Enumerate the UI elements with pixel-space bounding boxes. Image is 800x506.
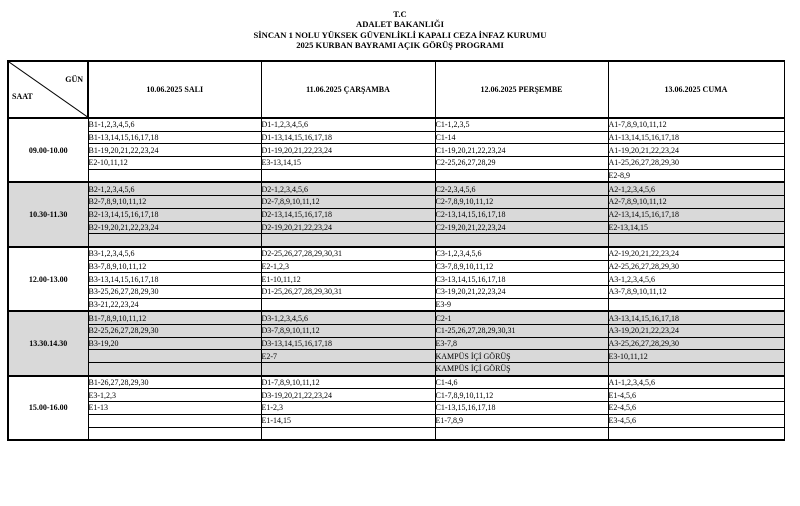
schedule-cell <box>261 363 435 376</box>
schedule-cell: B2-25,26,27,28,29,30 <box>88 325 261 338</box>
time-slot-label: 09.00-10.00 <box>8 118 88 182</box>
schedule-cell: B3-25,26,27,28,29,30 <box>88 285 261 298</box>
header-line-1: T.C <box>393 9 407 19</box>
schedule-cell: C2-2,3,4,5,6 <box>435 182 608 195</box>
schedule-cell: E2-1,2,3 <box>261 260 435 273</box>
schedule-cell: E3-10,11,12 <box>608 350 784 363</box>
table-row <box>8 350 784 363</box>
schedule-cell: A1-1,2,3,4,5,6 <box>608 376 784 389</box>
table-row <box>8 144 784 157</box>
schedule-cell: B3-21,22,23,24 <box>88 298 261 311</box>
schedule-cell: E2-8,9 <box>608 169 784 182</box>
schedule-cell: B2-1,2,3,4,5,6 <box>88 182 261 195</box>
table-row <box>8 402 784 415</box>
schedule-cell: E2-13,14,15 <box>608 221 784 234</box>
table-row <box>8 389 784 402</box>
schedule-cell: E3-4,5,6 <box>608 414 784 427</box>
schedule-cell: A1-25,26,27,28,29,30 <box>608 157 784 170</box>
schedule-cell: D2-19,20,21,22,23,24 <box>261 221 435 234</box>
schedule-cell: C2-7,8,9,10,11,12 <box>435 196 608 209</box>
schedule-cell: C1-25,26,27,28,29,30,31 <box>435 325 608 338</box>
schedule-cell: A3-7,8,9,10,11,12 <box>608 285 784 298</box>
schedule-cell <box>435 234 608 247</box>
table-row <box>8 325 784 338</box>
schedule-cell <box>261 427 435 440</box>
schedule-cell: A2-19,20,21,22,23,24 <box>608 247 784 260</box>
schedule-cell: E2-4,5,6 <box>608 402 784 415</box>
schedule-cell <box>261 234 435 247</box>
header-line-4: 2025 KURBAN BAYRAMI AÇIK GÖRÜŞ PROGRAMI <box>296 40 504 51</box>
schedule-cell: B1-26,27,28,29,30 <box>88 376 261 389</box>
schedule-cell: A2-1,2,3,4,5,6 <box>608 182 784 195</box>
time-slot-group <box>8 376 784 440</box>
schedule-cell <box>435 169 608 182</box>
table-row <box>8 157 784 170</box>
schedule-cell <box>88 414 261 427</box>
schedule-cell: D2-7,8,9,10,11,12 <box>261 196 435 209</box>
time-slot-label: 12.00-13.00 <box>8 247 88 311</box>
day-header: 11.06.2025 ÇARŞAMBA <box>261 61 435 118</box>
table-row <box>8 208 784 221</box>
schedule-cell: A2-25,26,27,28,29,30 <box>608 260 784 273</box>
time-slot-group <box>8 182 784 246</box>
schedule-cell: E3-7,8 <box>435 337 608 350</box>
table-header-row <box>8 61 784 118</box>
schedule-cell: D3-7,8,9,10,11,12 <box>261 325 435 338</box>
table-row <box>8 247 784 260</box>
schedule-cell <box>261 298 435 311</box>
corner-cell <box>8 61 88 118</box>
table-row <box>8 337 784 350</box>
table-row <box>8 169 784 182</box>
schedule-cell: D1-19,20,21,22,23,24 <box>261 144 435 157</box>
time-slot-group <box>8 118 784 182</box>
schedule-cell: E3-13,14,15 <box>261 157 435 170</box>
schedule-cell: E1-13 <box>88 402 261 415</box>
schedule-cell: A3-19,20,21,22,23,24 <box>608 325 784 338</box>
schedule-cell <box>608 234 784 247</box>
schedule-cell: B3-19,20 <box>88 337 261 350</box>
schedule-cell <box>88 427 261 440</box>
schedule-cell: B2-19,20,21,22,23,24 <box>88 221 261 234</box>
schedule-cell: A3-25,26,27,28,29,30 <box>608 337 784 350</box>
table-row <box>8 427 784 440</box>
schedule-cell: A1-7,8,9,10,11,12 <box>608 118 784 131</box>
schedule-cell <box>88 234 261 247</box>
table-row <box>8 221 784 234</box>
diagonal-divider <box>9 62 89 118</box>
schedule-cell: C2-1 <box>435 311 608 324</box>
table-row <box>8 414 784 427</box>
schedule-cell: E1-10,11,12 <box>261 273 435 286</box>
schedule-cell: B3-13,14,15,16,17,18 <box>88 273 261 286</box>
table-row <box>8 260 784 273</box>
schedule-cell: E1-2,3 <box>261 402 435 415</box>
schedule-cell: D2-13,14,15,16,17,18 <box>261 208 435 221</box>
table-row <box>8 234 784 247</box>
schedule-cell: C2-19,20,21,22,23,24 <box>435 221 608 234</box>
schedule-cell: B3-1,2,3,4,5,6 <box>88 247 261 260</box>
schedule-cell: E2-10,11,12 <box>88 157 261 170</box>
header-line-3: SİNCAN 1 NOLU YÜKSEK GÜVENLİKLİ KAPALI CEZA İNFAZ KURUMU <box>253 29 547 40</box>
table-row <box>8 298 784 311</box>
schedule-cell: D3-1,2,3,4,5,6 <box>261 311 435 324</box>
schedule-cell <box>88 363 261 376</box>
schedule-cell: D2-1,2,3,4,5,6 <box>261 182 435 195</box>
schedule-cell: E3-9 <box>435 298 608 311</box>
schedule-cell <box>608 427 784 440</box>
schedule-cell: C1-1,2,3,5 <box>435 118 608 131</box>
schedule-cell: C3-19,20,21,22,23,24 <box>435 285 608 298</box>
corner-day-label: GÜN <box>65 75 83 84</box>
schedule-cell: KAMPÜS İÇİ GÖRÜŞ <box>435 363 608 376</box>
table-row <box>8 273 784 286</box>
schedule-cell: B1-7,8,9,10,11,12 <box>88 311 261 324</box>
schedule-cell: A3-13,14,15,16,17,18 <box>608 311 784 324</box>
day-header: 10.06.2025 SALI <box>88 61 261 118</box>
schedule-cell: KAMPÜS İÇİ GÖRÜŞ <box>435 350 608 363</box>
header-line-2: ADALET BAKANLIĞI <box>356 19 444 30</box>
document-header <box>0 0 800 51</box>
schedule-cell: B2-13,14,15,16,17,18 <box>88 208 261 221</box>
table-row <box>8 363 784 376</box>
schedule-cell: C1-4,6 <box>435 376 608 389</box>
schedule-cell: D3-19,20,21,22,23,24 <box>261 389 435 402</box>
schedule-cell: E1-4,5,6 <box>608 389 784 402</box>
schedule-cell <box>88 350 261 363</box>
schedule-cell: C2-13,14,15,16,17,18 <box>435 208 608 221</box>
schedule-cell: C2-25,26,27,28,29 <box>435 157 608 170</box>
time-slot-label: 13.30.14.30 <box>8 311 88 375</box>
schedule-cell: C3-13,14,15,16,17,18 <box>435 273 608 286</box>
table-row <box>8 182 784 195</box>
table-row <box>8 376 784 389</box>
schedule-cell: B3-7,8,9,10,11,12 <box>88 260 261 273</box>
time-slot-label: 10.30-11.30 <box>8 182 88 246</box>
schedule-cell: B1-1,2,3,4,5,6 <box>88 118 261 131</box>
table-row <box>8 311 784 324</box>
schedule-cell: D2-25,26,27,28,29,30,31 <box>261 247 435 260</box>
schedule-table <box>7 60 785 441</box>
day-header: 12.06.2025 PERŞEMBE <box>435 61 608 118</box>
time-slot-label: 15.00-16.00 <box>8 376 88 440</box>
day-header: 13.06.2025 CUMA <box>608 61 784 118</box>
schedule-cell: A1-13,14,15,16,17,18 <box>608 131 784 144</box>
schedule-cell <box>608 298 784 311</box>
schedule-cell: A3-1,2,3,4,5,6 <box>608 273 784 286</box>
time-slot-group <box>8 311 784 375</box>
schedule-cell: C3-7,8,9,10,11,12 <box>435 260 608 273</box>
schedule-cell: D1-7,8,9,10,11,12 <box>261 376 435 389</box>
schedule-cell: C1-7,8,9,10,11,12 <box>435 389 608 402</box>
schedule-cell: E2-7 <box>261 350 435 363</box>
schedule-cell: C1-13,15,16,17,18 <box>435 402 608 415</box>
schedule-cell: B2-7,8,9,10,11,12 <box>88 196 261 209</box>
schedule-cell: D1-25,26,27,28,29,30,31 <box>261 285 435 298</box>
schedule-cell: C1-14 <box>435 131 608 144</box>
schedule-cell: D1-13,14,15,16,17,18 <box>261 131 435 144</box>
schedule-cell: B1-13,14,15,16,17,18 <box>88 131 261 144</box>
schedule-cell: B1-19,20,21,22,23,24 <box>88 144 261 157</box>
schedule-cell <box>88 169 261 182</box>
schedule-cell: C3-1,2,3,4,5,6 <box>435 247 608 260</box>
schedule-cell <box>435 427 608 440</box>
schedule-cell: D3-13,14,15,16,17,18 <box>261 337 435 350</box>
schedule-cell: E3-1,2,3 <box>88 389 261 402</box>
table-row <box>8 118 784 131</box>
schedule-cell: E1-7,8,9 <box>435 414 608 427</box>
table-row <box>8 196 784 209</box>
table-row <box>8 285 784 298</box>
schedule-cell: A1-19,20,21,22,23,24 <box>608 144 784 157</box>
schedule-cell <box>261 169 435 182</box>
schedule-cell: E1-14,15 <box>261 414 435 427</box>
schedule-cell: D1-1,2,3,4,5,6 <box>261 118 435 131</box>
corner-time-label: SAAT <box>12 92 33 101</box>
schedule-cell: A2-7,8,9,10,11,12 <box>608 196 784 209</box>
table-row <box>8 131 784 144</box>
schedule-cell: A2-13,14,15,16,17,18 <box>608 208 784 221</box>
time-slot-group <box>8 247 784 311</box>
schedule-cell <box>608 363 784 376</box>
schedule-cell: C1-19,20,21,22,23,24 <box>435 144 608 157</box>
